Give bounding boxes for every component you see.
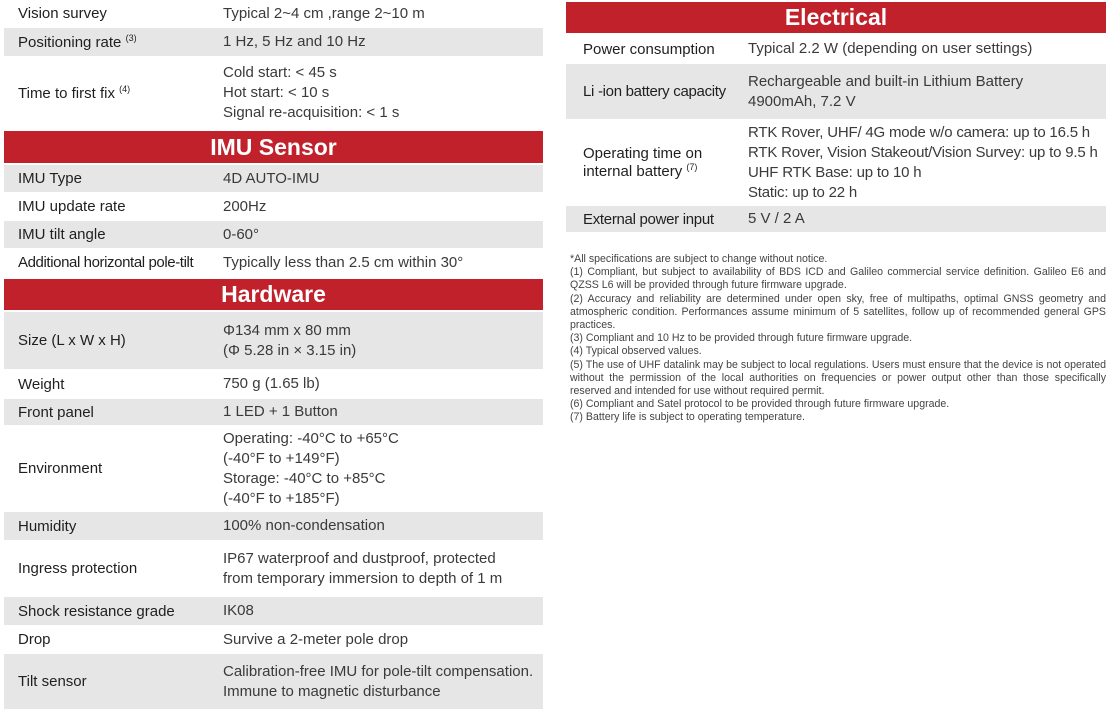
spec-label: Operating time on internal battery $^{(7)}$ bbox=[583, 145, 703, 180]
spec-label: Weight bbox=[18, 375, 65, 393]
section-header-hardware: Hardware bbox=[4, 277, 543, 312]
footnote: (7) Battery life is subject to operating temperature. bbox=[570, 411, 805, 424]
spec-value: 100% non-condensation bbox=[223, 517, 385, 534]
spec-label: Shock resistance grade bbox=[18, 602, 175, 620]
footnote: (4) Typical observed values. bbox=[570, 345, 702, 358]
spec-label: Li -ion battery capacity bbox=[583, 83, 726, 100]
spec-value: Calibration-free IMU for pole-tilt compensation. Immune to magnetic disturbance bbox=[223, 662, 534, 700]
spec-value: Cold start: < 45 s Hot start: < 10 s Signal re-acquisition: < 1 s bbox=[223, 63, 400, 121]
spec-value: RTK Rover, UHF/ 4G mode w/o camera: up to 16.5 h RTK Rover, Vision Stakeout/Vision Survey: up to 9.5 h UHF RTK Base: up to 10 h Static: up to 22 h bbox=[748, 123, 1098, 201]
spec-row-battery-capacity bbox=[566, 64, 1106, 120]
spec-row-operating-time bbox=[566, 120, 1106, 206]
spec-row-imu-type bbox=[4, 165, 543, 193]
right-spec-column bbox=[566, 0, 1106, 233]
spec-value: Rechargeable and built-in Lithium Battery 4900mAh, 7.2 V bbox=[748, 72, 1024, 110]
spec-row-power-consumption bbox=[566, 35, 1106, 64]
spec-row-drop bbox=[4, 626, 543, 654]
footnote: (1) Compliant, but subject to availability of BDS ICD and Galileo commercial service definition. Galileo E6 and QZSS L6 will be provided through future firmware upgrade. bbox=[570, 266, 1106, 292]
spec-label: Front panel bbox=[18, 403, 94, 421]
spec-value: 5 V / 2 A bbox=[748, 210, 805, 227]
spec-row-ingress-protection bbox=[4, 541, 543, 597]
spec-row-humidity bbox=[4, 512, 543, 541]
footnote: *All specifications are subject to change without notice. bbox=[570, 253, 828, 265]
footnotes bbox=[570, 253, 1106, 425]
spec-label: Tilt sensor bbox=[18, 673, 87, 690]
spec-value: Operating: -40°C to +65°C (-40°F to +149°F) Storage: -40°C to +85°C (-40°F to +185°F) bbox=[223, 429, 399, 507]
spec-value: Φ134 mm x 80 mm (Φ 5.28 in × 3.15 in) bbox=[223, 321, 357, 359]
spec-label: Vision survey bbox=[18, 5, 107, 22]
spec-row-front-panel bbox=[4, 399, 543, 426]
spec-value: IK08 bbox=[223, 602, 254, 619]
spec-row-imu-tilt-angle bbox=[4, 221, 543, 249]
spec-value: 750 g (1.65 lb) bbox=[223, 375, 320, 392]
spec-label: Positioning rate $^{(3)}$ bbox=[18, 33, 137, 51]
spec-value: Survive a 2-meter pole drop bbox=[223, 630, 409, 648]
spec-label: IMU update rate bbox=[18, 198, 126, 215]
spec-label: Additional horizontal pole-tilt bbox=[18, 254, 194, 271]
spec-label: Ingress protection bbox=[18, 560, 138, 577]
spec-row-environment bbox=[4, 426, 543, 512]
spec-row-imu-update-rate bbox=[4, 193, 543, 221]
spec-row-pole-tilt bbox=[4, 249, 543, 277]
spec-value: 1 Hz, 5 Hz and 10 Hz bbox=[223, 33, 366, 50]
spec-value: Typically less than 2.5 cm within 30° bbox=[223, 253, 464, 271]
left-spec-column bbox=[4, 0, 543, 709]
spec-label: Time to first fix $^{(4)}$ bbox=[18, 83, 131, 102]
spec-label: IMU Type bbox=[18, 170, 82, 187]
section-header-electrical: Electrical bbox=[566, 0, 1106, 35]
spec-label: Drop bbox=[18, 631, 51, 648]
spec-value: 4D AUTO-IMU bbox=[223, 169, 320, 187]
spec-label: Humidity bbox=[18, 517, 77, 535]
spec-label: Environment bbox=[18, 460, 103, 477]
spec-value: 200Hz bbox=[223, 197, 267, 215]
section-header-imu-sensor: IMU Sensor bbox=[4, 129, 543, 165]
spec-value: Typical 2~4 cm ,range 2~10 m bbox=[223, 4, 425, 22]
spec-row-size bbox=[4, 312, 543, 370]
spec-value: IP67 waterproof and dustproof, protected from temporary immersion to depth of 1 m bbox=[223, 549, 503, 587]
footnote: (2) Accuracy and reliability are determined under open sky, free of multipaths, optimal GNSS geometry and atmospheric condition. Performances assume minimum of 5 satellites, follow up of recommended general GPS practices. bbox=[570, 292, 1106, 332]
spec-row-time-to-first-fix bbox=[4, 57, 543, 129]
footnote: (3) Compliant and 10 Hz to be provided through future firmware upgrade. bbox=[570, 332, 913, 345]
spec-row-shock-resistance bbox=[4, 597, 543, 626]
spec-row-tilt-sensor bbox=[4, 654, 543, 709]
spec-row-vision-survey bbox=[4, 0, 543, 28]
spec-label: External power input bbox=[583, 210, 714, 228]
spec-value: 0-60° bbox=[223, 225, 260, 243]
spec-row-external-power bbox=[566, 206, 1106, 233]
spec-row-positioning-rate bbox=[4, 28, 543, 57]
spec-row-weight bbox=[4, 370, 543, 399]
spec-label: IMU tilt angle bbox=[18, 226, 106, 243]
spec-label: Power consumption bbox=[583, 40, 715, 58]
footnote: (5) The use of UHF datalink may be subject to local regulations. Users must ensure that the device is not operated without the permission of the local authorities on frequencies or power output other than those specifically reserved and intended for use without required permit. bbox=[570, 358, 1106, 398]
footnote: (6) Compliant and Satel protocol to be provided through future firmware upgrade. bbox=[570, 398, 950, 411]
spec-label: Size (L x W x H) bbox=[18, 332, 126, 349]
spec-value: Typical 2.2 W (depending on user settings) bbox=[748, 40, 1033, 57]
spec-value: 1 LED + 1 Button bbox=[223, 403, 338, 420]
